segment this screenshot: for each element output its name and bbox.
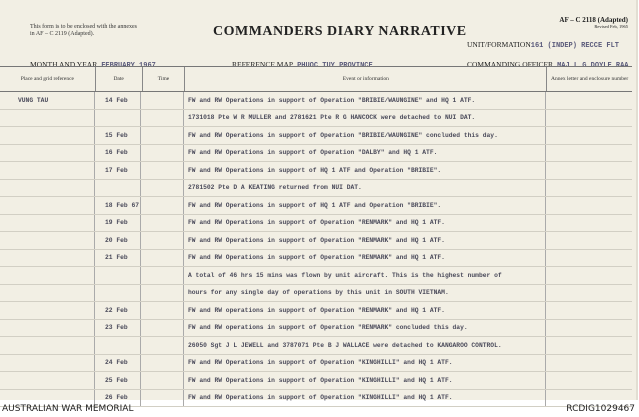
annex-cell — [546, 127, 631, 144]
col-event: Event or information — [185, 67, 547, 91]
time-cell — [141, 250, 184, 267]
place-cell — [0, 162, 95, 179]
annex-cell — [546, 337, 631, 354]
date-cell: 26 Feb — [95, 390, 141, 407]
time-cell — [141, 320, 184, 337]
time-cell — [141, 127, 184, 144]
place-cell — [0, 267, 95, 284]
annex-cell — [546, 267, 631, 284]
time-cell — [141, 285, 184, 302]
table-row — [0, 320, 632, 338]
annex-cell — [546, 197, 631, 214]
place-cell — [0, 250, 95, 267]
table-row — [0, 180, 632, 198]
annex-cell — [546, 250, 631, 267]
time-cell — [141, 267, 184, 284]
place-cell — [0, 337, 95, 354]
co-label: COMMANDING OFFICER — [467, 60, 554, 69]
table-row — [0, 302, 632, 320]
table-row — [0, 355, 632, 373]
event-cell: FW and RW Operations in support of Operation "RENMARK" and HQ 1 ATF. — [184, 232, 546, 249]
time-cell — [141, 110, 184, 127]
event-cell: FW and RW operations in support of Operation "RENMARK" concluded this day. — [184, 320, 546, 337]
date-cell: 15 Feb — [95, 127, 141, 144]
date-cell: 20 Feb — [95, 232, 141, 249]
time-cell — [141, 197, 184, 214]
table-row — [0, 110, 632, 128]
table-row — [0, 162, 632, 180]
form-id — [559, 16, 628, 29]
date-cell — [95, 337, 141, 354]
date-cell: 18 Feb 67 — [95, 197, 141, 214]
place-cell — [0, 285, 95, 302]
annex-cell — [546, 320, 631, 337]
col-place: Place and grid reference — [0, 67, 96, 91]
annex-cell — [546, 92, 631, 109]
event-cell: 26050 Sgt J L JEWELL and 3787071 Pte B J WALLACE were detached to KANGAROO CONTROL. — [184, 337, 546, 354]
time-cell — [141, 145, 184, 162]
form-note: This form is to be enclosed with the annexes in AF – C 2119 (Adapted). — [30, 24, 137, 37]
place-cell — [0, 372, 95, 389]
place-cell — [0, 197, 95, 214]
place-cell — [0, 232, 95, 249]
table-row — [0, 232, 632, 250]
col-time: Time — [143, 67, 186, 91]
event-cell: FW and RW Operations in support of Operation "RENMARK" and HQ 1 ATF. — [184, 215, 546, 232]
table-row — [0, 250, 632, 268]
date-cell: 23 Feb — [95, 320, 141, 337]
event-cell: FW and RW Operations in support of Operation "RENMARK" and HQ 1 ATF. — [184, 250, 546, 267]
col-annex: Annex letter and enclosure number — [550, 76, 629, 82]
table-row — [0, 337, 632, 355]
table-row — [0, 372, 632, 390]
co-value: MAJ L G DOYLE RAA — [557, 62, 629, 70]
date-cell: 22 Feb — [95, 302, 141, 319]
month-value: FEBRUARY 1967 — [101, 62, 156, 70]
event-cell: FW and RW Operations in support of Operation "KINGHILLI" and HQ 1 ATF. — [184, 372, 546, 389]
place-cell — [0, 145, 95, 162]
col-date: Date — [96, 67, 143, 91]
date-cell: 16 Feb — [95, 145, 141, 162]
month-label: MONTH AND YEAR — [30, 60, 98, 69]
table-row — [0, 145, 632, 163]
table-row — [0, 267, 632, 285]
place-cell — [0, 180, 95, 197]
annex-cell — [546, 162, 631, 179]
time-cell — [141, 180, 184, 197]
date-cell: 21 Feb — [95, 250, 141, 267]
unit-field — [467, 34, 619, 52]
event-cell: A total of 46 hrs 15 mins was flown by unit aircraft. This is the highest number of — [184, 267, 546, 284]
map-value: PHUOC TUY PROVINCE — [297, 62, 373, 70]
table-row — [0, 127, 632, 145]
date-cell: 17 Feb — [95, 162, 141, 179]
time-cell — [141, 92, 184, 109]
date-cell: 19 Feb — [95, 215, 141, 232]
annex-cell — [546, 372, 631, 389]
event-cell: FW and RW Operations in support of Operation "KINGHILLI" and HQ 1 ATF. — [184, 390, 546, 407]
place-cell — [0, 355, 95, 372]
form-number: AF – C 2118 (Adapted) — [559, 16, 628, 24]
table-row — [0, 215, 632, 233]
event-cell: FW and RW operations in support of Operation "RENMARK" and HQ 1 ATF. — [184, 302, 546, 319]
unit-value: 161 (INDEP) RECCE FLT — [530, 42, 619, 50]
time-cell — [141, 390, 184, 407]
event-cell: 1731018 Pte W R MULLER and 2781621 Pte R G HANCOCK were detached to NUI DAT. — [184, 110, 546, 127]
form-revised: Revised Feb, 1965 — [594, 24, 628, 29]
annex-cell — [546, 145, 631, 162]
date-cell: 14 Feb — [95, 92, 141, 109]
time-cell — [141, 355, 184, 372]
event-cell: FW and RW Operations in support of Operation "BRIBIE/WAUNGINE" concluded this day. — [184, 127, 546, 144]
event-cell: FW and RW Operations in support of Operation "DALBY" and HQ 1 ATF. — [184, 145, 546, 162]
table-row — [0, 197, 632, 215]
table-row — [0, 92, 632, 110]
place-cell — [0, 302, 95, 319]
footer-id: RCDIG1029467 — [566, 404, 635, 414]
date-cell — [95, 267, 141, 284]
table-header — [0, 67, 632, 92]
time-cell — [141, 215, 184, 232]
date-cell — [95, 285, 141, 302]
event-cell: hours for any single day of operations by this unit in SOUTH VIETNAM. — [184, 285, 546, 302]
table-row — [0, 285, 632, 303]
place-cell — [0, 127, 95, 144]
annex-cell — [546, 110, 631, 127]
date-cell — [95, 110, 141, 127]
place-cell — [0, 320, 95, 337]
time-cell — [141, 302, 184, 319]
page-title: COMMANDERS DIARY NARRATIVE — [213, 24, 467, 39]
diary-table — [0, 66, 632, 407]
time-cell — [141, 337, 184, 354]
annex-cell — [546, 180, 631, 197]
event-cell: FW and RW Operations in support of HQ 1 ATF and Operation "BRIBIE". — [184, 197, 546, 214]
map-label: REFERENCE MAP — [232, 60, 294, 69]
event-cell: FW and RW Operations in support of Operation "BRIBIE/WAUNGINE" and HQ 1 ATF. — [184, 92, 546, 109]
annex-cell — [546, 215, 631, 232]
annex-cell — [546, 355, 631, 372]
date-cell: 25 Feb — [95, 372, 141, 389]
place-cell: VUNG TAU — [0, 92, 95, 109]
place-cell — [0, 215, 95, 232]
time-cell — [141, 372, 184, 389]
annex-cell — [546, 302, 631, 319]
footer-source: AUSTRALIAN WAR MEMORIAL — [2, 404, 134, 414]
date-cell: 24 Feb — [95, 355, 141, 372]
place-cell — [0, 110, 95, 127]
time-cell — [141, 162, 184, 179]
date-cell — [95, 180, 141, 197]
event-cell: FW and RW Operations in support of HQ 1 ATF and Operation "BRIBIE". — [184, 162, 546, 179]
event-cell: 2781502 Pte D A KEATING returned from NUI DAT. — [184, 180, 546, 197]
event-cell: FW and RW Operations in support of Operation "KINGHILLI" and HQ 1 ATF. — [184, 355, 546, 372]
annex-cell — [546, 232, 631, 249]
annex-cell — [546, 285, 631, 302]
time-cell — [141, 232, 184, 249]
unit-label: UNIT/FORMATION — [467, 40, 531, 49]
